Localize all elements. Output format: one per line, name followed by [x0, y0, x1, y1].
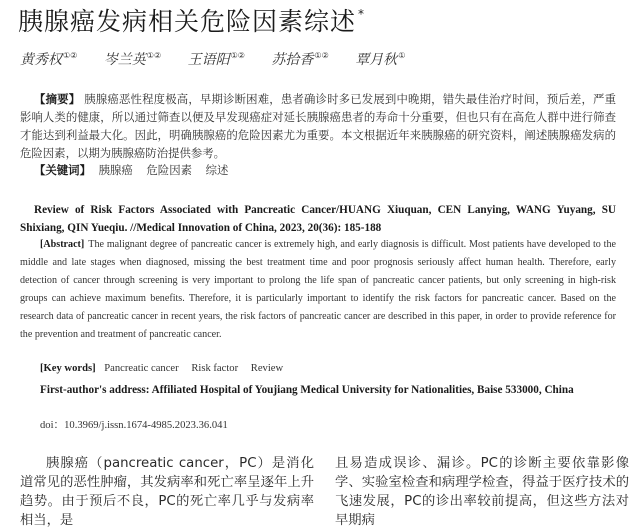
- first-author-address: First-author's address: Affiliated Hospital of Youjiang Medical University for Nationalities, Baise 533000, China: [40, 384, 574, 396]
- keyword: 综述: [205, 163, 229, 177]
- author: 覃月秋①: [355, 51, 406, 68]
- keyword: Review: [250, 363, 284, 374]
- doi: doi：10.3969/j.issn.1674-4985.2023.36.041: [40, 420, 228, 431]
- english-citation: Review of Risk Factors Associated with Pancreatic Cancer/HUANG Xiuquan, CEN Lanying, WANG Yuyang, SU Shixiang, QIN Yueqiu. //Medical Innovation of China, 2023, 20(36): 185-188: [20, 204, 616, 234]
- english-abstract-text: The malignant degree of pancreatic cancer is extremely high, and early diagnosis is difficult. Most patients have developed to the middle and late stages when diagnosed, missing the best treatment time and poor prognosis seriously affect human health. Therefore, early detection of cancer through screening is very important to prolong the life span of pancreatic cancer patients, but only screening in high-risk groups can achieve maximum benefits. Therefore, it is particularly important to identify the risk factors for pancreatic cancer. Based on the research data of pancreatic cancer in recent years, the risk factors of pancreatic cancer are described in this paper, in order to provide reference for the prevention and treatment of pancreatic cancer.: [20, 239, 616, 340]
- author: 苏拾香①②: [271, 51, 329, 68]
- body-text-right-column: 且易造成误诊、漏诊。PC的诊断主要依靠影像学、实验室检查和病理学检查，得益于医疗技术的飞速发展，PC的诊出率较前提高，但这些方法对早期病: [335, 456, 629, 528]
- author: 岑兰英①②: [103, 51, 162, 68]
- keyword: Risk factor: [191, 363, 239, 374]
- keyword: Pancreatic cancer: [104, 363, 179, 374]
- english-abstract: [20, 236, 616, 344]
- chinese-abstract-label: 【摘要】: [34, 92, 81, 106]
- article-title: 胰腺癌发病相关危险因素综述 *: [18, 7, 366, 36]
- author: 王语阳①②: [187, 51, 245, 68]
- title-footnote-mark: *: [358, 7, 366, 21]
- chinese-abstract: [20, 90, 616, 162]
- author-list: [20, 49, 427, 69]
- english-keywords: [40, 363, 293, 374]
- chinese-keywords-label: 【关键词】: [34, 163, 91, 177]
- keyword: 胰腺癌: [98, 163, 133, 177]
- body-text-left-column: 胰腺癌（pancreatic cancer，PC）是消化道常见的恶性肿瘤，其发病率和死亡率呈逐年上升趋势。由于预后不良，PC的死亡率几乎与发病率相当，是: [20, 456, 314, 528]
- keyword: 危险因素: [146, 163, 192, 177]
- chinese-keywords: [34, 162, 238, 178]
- english-keywords-label: [Key words]: [40, 363, 96, 374]
- chinese-abstract-text: 胰腺癌恶性程度极高，早期诊断困难，患者确诊时多已发展到中晚期，错失最佳治疗时间，预后差，严重影响人类的健康，所以通过筛查以便及早发现癌症对延长胰腺癌患者的寿命十分重要，但也只有在高危人群中进行筛查才能达到利益最大化。因此，明确胰腺癌的危险因素尤为重要。本文根据近年来胰腺癌的研究资料，阐述胰腺癌发病的危险因素，以期为胰腺癌防治提供参考。: [20, 92, 616, 160]
- english-abstract-label: [Abstract]: [40, 239, 85, 250]
- author: 黄秀权①②: [20, 51, 78, 68]
